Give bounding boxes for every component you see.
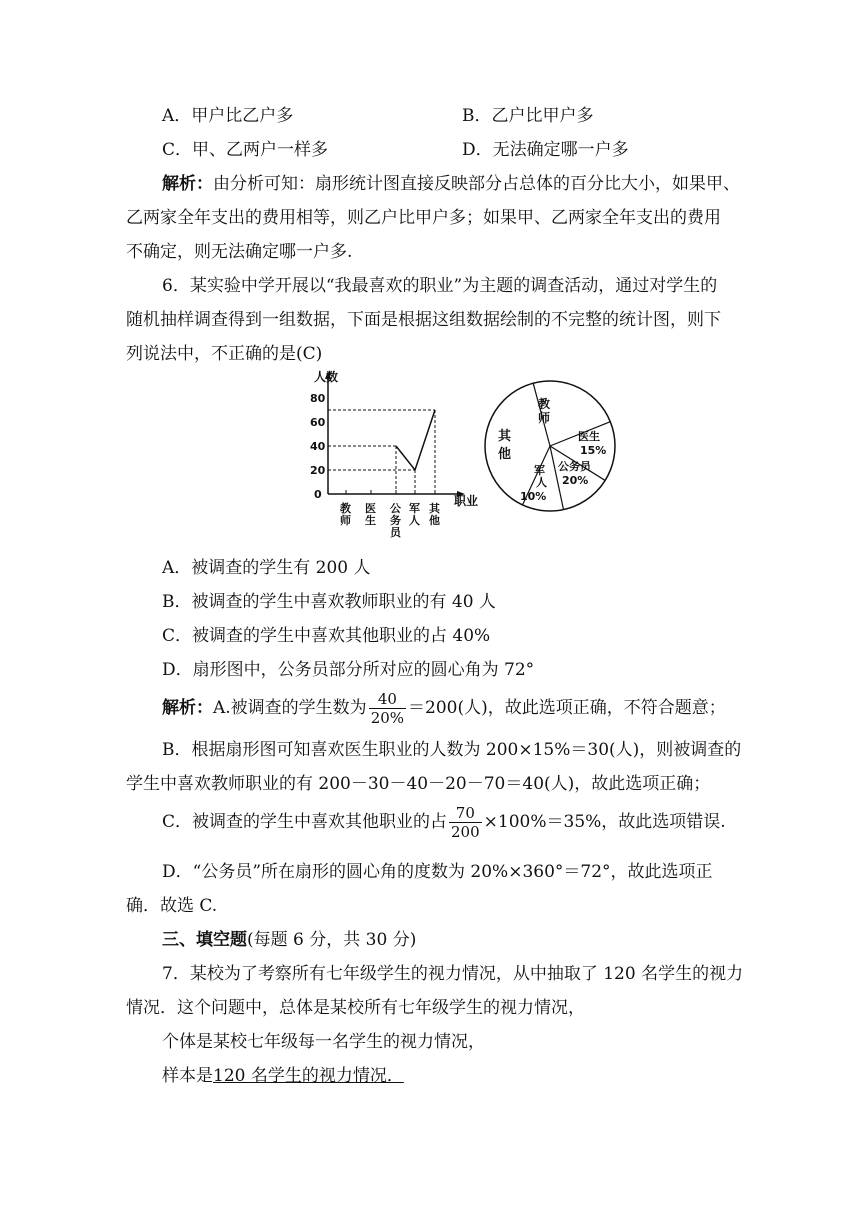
x-tick-label: 其他 xyxy=(429,502,440,527)
option-b-q6: B．被调查的学生中喜欢教师职业的有 40 人 xyxy=(162,592,496,612)
sample-answer: 120 名学生的视力情况． xyxy=(213,1066,404,1086)
y-tick-label: 40 xyxy=(310,440,326,453)
statistics-figure xyxy=(300,366,620,550)
fraction-numerator: 40 xyxy=(369,690,406,709)
option-c-q6: C．被调查的学生中喜欢其他职业的占 40% xyxy=(162,626,491,646)
analysis-q6-a xyxy=(162,688,726,728)
y-tick-label: 0 xyxy=(314,488,322,501)
pie-pct-civil: 20% xyxy=(562,474,589,487)
analysis-q6-d-line1: D．“公务员”所在扇形的圆心角的度数为 20%×360°＝72°，故此选项正 xyxy=(162,862,713,882)
analysis-q6-c xyxy=(162,802,726,842)
x-tick-label: 军人 xyxy=(409,502,420,527)
analysis-q6-d-line2: 确．故选 C. xyxy=(126,896,218,916)
pie-pct-soldier: 10% xyxy=(520,490,547,503)
analysis-label: 解析： xyxy=(162,698,213,718)
y-tick-label: 20 xyxy=(310,464,326,477)
option-a-q6: A．被调查的学生有 200 人 xyxy=(162,558,371,578)
y-tick-label: 80 xyxy=(310,392,326,405)
question-7-line3: 个体是某校七年级每一名学生的视力情况， xyxy=(162,1032,485,1052)
y-axis-title: 人数 xyxy=(314,370,339,384)
option-b-q5: B．乙户比甲户多 xyxy=(462,106,594,126)
x-tick-labels xyxy=(339,501,441,539)
y-tick-label: 60 xyxy=(310,416,326,429)
pie-label-other: 其他 xyxy=(498,429,512,462)
pie-pct-doctor: 15% xyxy=(580,444,607,457)
section-note: (每题 6 分，共 30 分) xyxy=(247,930,417,950)
fraction-denominator: 200 xyxy=(451,823,480,841)
pie-label-teacher: 教师 xyxy=(538,397,551,425)
section-3-heading xyxy=(162,928,416,952)
analysis-q5-line2: 乙两家全年支出的费用相等，则乙户比甲户多；如果甲、乙两家全年支出的费用 xyxy=(126,208,721,228)
question-7-line1: 7．某校为了考察所有七年级学生的视力情况，从中抽取了 120 名学生的视力 xyxy=(162,964,744,984)
x-tick-label: 公务员 xyxy=(390,502,401,539)
option-d-q5: D．无法确定哪一户多 xyxy=(462,140,629,160)
analysis-label: 解析： xyxy=(162,174,213,194)
analysis-c-pre: C．被调查的学生中喜欢其他职业的占 xyxy=(162,812,448,832)
analysis-q5-line3: 不确定，则无法确定哪一户多. xyxy=(126,242,353,262)
option-d-q6: D．扇形图中，公务员部分所对应的圆心角为 72° xyxy=(162,660,535,680)
x-axis-title: 职业 xyxy=(454,494,479,508)
pie-label-soldier: 军人 xyxy=(534,464,547,489)
analysis-c-post: ×100%＝35%，故此选项错误. xyxy=(483,812,726,832)
question-7-line2: 情况．这个问题中，总体是某校所有七年级学生的视力情况， xyxy=(126,998,585,1018)
series-line xyxy=(396,410,435,470)
dashed-guides xyxy=(328,410,435,494)
pie-label-doctor: 医生 xyxy=(578,430,600,443)
option-c-q5: C．甲、乙两户一样多 xyxy=(162,140,329,160)
pie-label-civil: 公务员 xyxy=(558,460,591,473)
pie-chart xyxy=(485,381,615,511)
analysis-text: 由分析可知：扇形统计图直接反映部分占总体的百分比大小，如果甲、 xyxy=(213,174,740,194)
option-a-q5: A．甲户比乙户多 xyxy=(162,106,294,126)
fraction-a xyxy=(369,690,406,727)
analysis-q6-b-line2: 学生中喜欢教师职业的有 200－30－40－20－70＝40(人)，故此选项正确； xyxy=(126,774,711,794)
fraction-denominator: 20% xyxy=(370,709,405,727)
analysis-a-pre: A.被调查的学生数为 xyxy=(213,698,367,718)
analysis-q6-b-line1: B．根据扇形图可知喜欢医生职业的人数为 200×15%＝30(人)，则被调查的 xyxy=(162,740,742,760)
x-tick-label: 医生 xyxy=(365,502,376,527)
x-tick-label: 教师 xyxy=(340,502,351,527)
fraction-numerator: 70 xyxy=(449,804,482,823)
analysis-a-post: ＝200(人)，故此选项正确，不符合题意； xyxy=(408,698,726,718)
question-6-line1: 6．某实验中学开展以“我最喜欢的职业”为主题的调查活动，通过对学生的 xyxy=(162,276,718,296)
sample-label: 样本是 xyxy=(162,1066,213,1086)
question-6-line3: 列说法中，不正确的是(C) xyxy=(126,344,323,364)
section-title: 三、填空题 xyxy=(162,930,247,950)
analysis-q5-line1 xyxy=(162,172,740,196)
question-6-line2: 随机抽样调查得到一组数据，下面是根据这组数据绘制的不完整的统计图，则下 xyxy=(126,310,721,330)
question-7-line4 xyxy=(162,1064,404,1088)
chart-svg xyxy=(300,366,620,546)
fraction-c xyxy=(449,804,482,841)
